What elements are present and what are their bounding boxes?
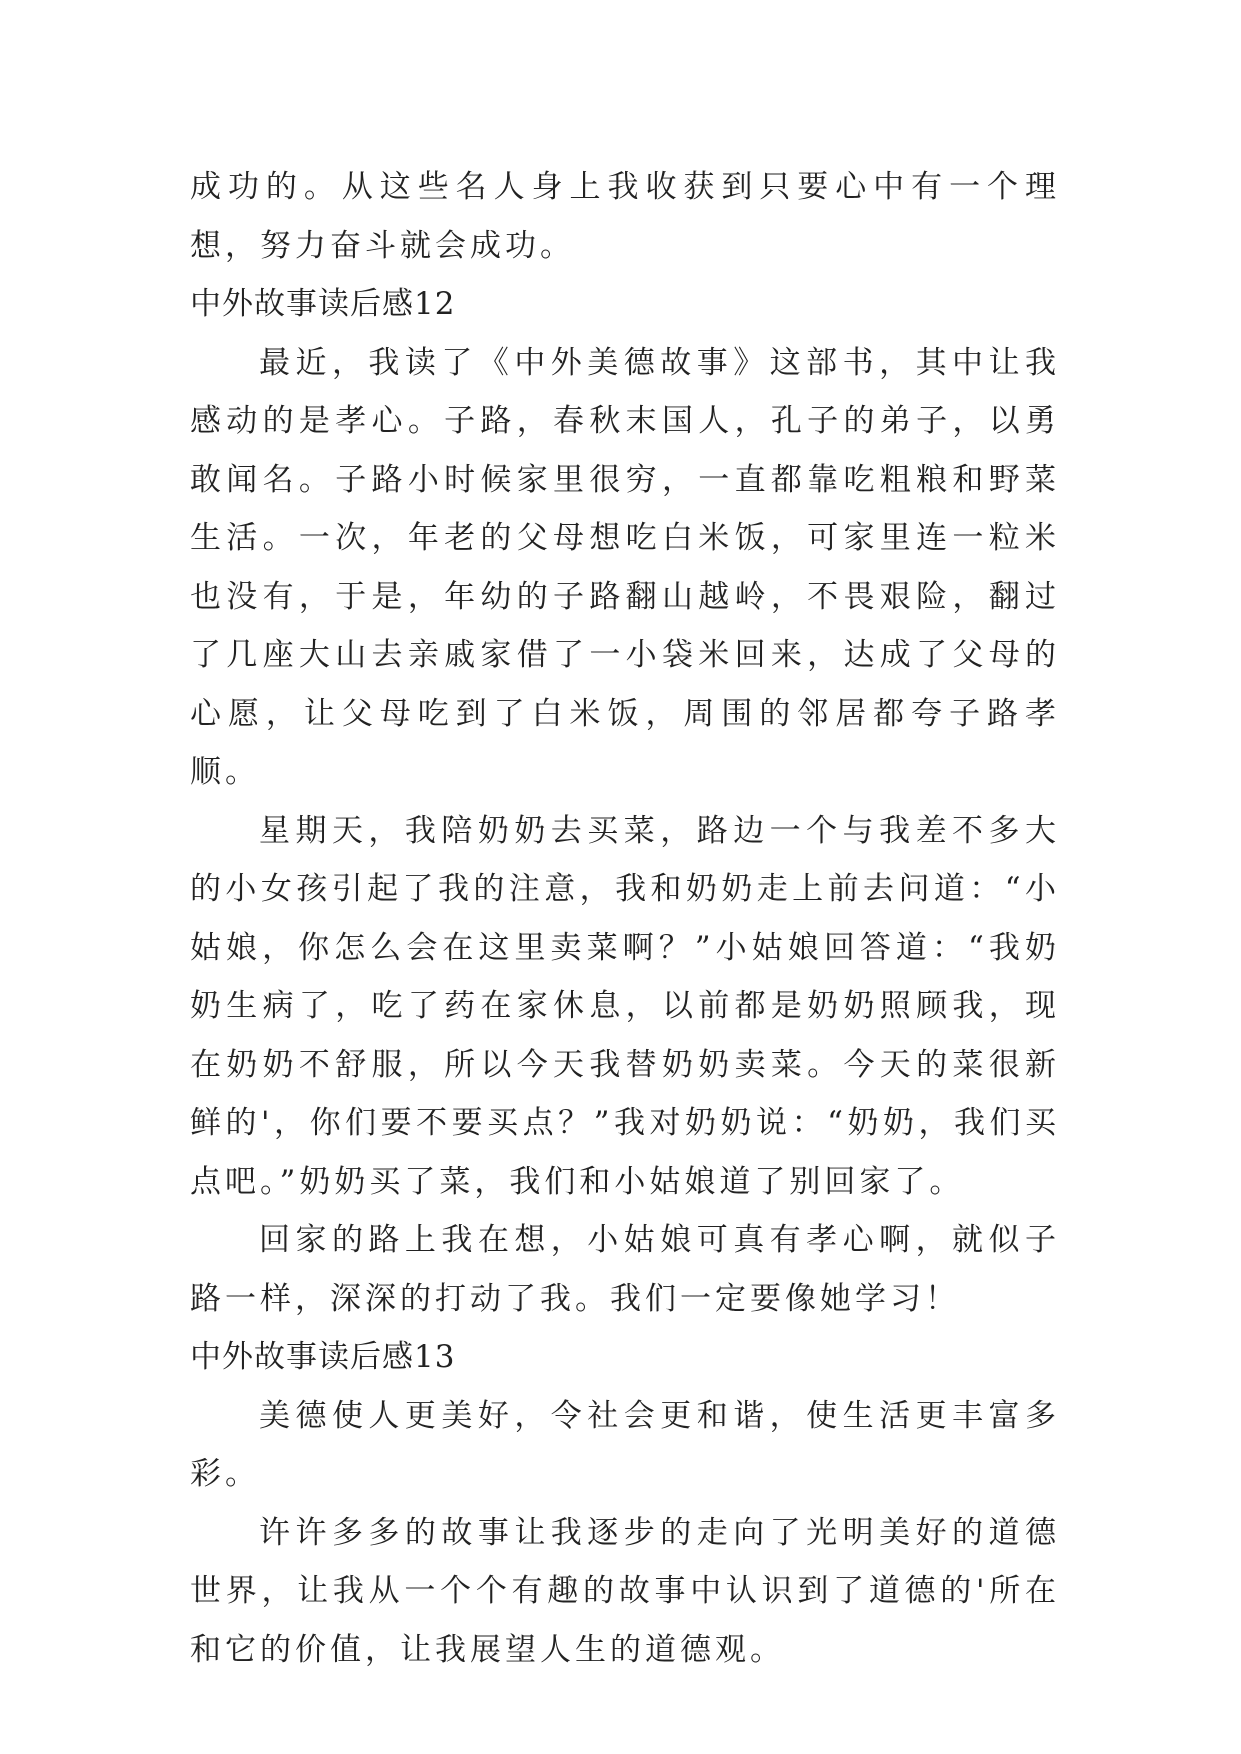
paragraph-continuation: 成功的。从这些名人身上我收获到只要心中有一个理想，努力奋斗就会成功。 xyxy=(190,169,1060,264)
document-body xyxy=(190,158,1060,1679)
section-heading-13: 中外故事读后感13 xyxy=(190,1339,456,1375)
section-heading-12: 中外故事读后感12 xyxy=(190,286,456,322)
paragraph-reflection: 回家的路上我在想，小姑娘可真有孝心啊，就似子路一样，深深的打动了我。我们一定要像她学习！ xyxy=(190,1222,1060,1317)
paragraph-story-zilu: 最近，我读了《中外美德故事》这部书，其中让我感动的是孝心。子路，春秋末国人，孔子的弟子，以勇敢闻名。子路小时候家里很穷，一直都靠吃粗粮和野菜生活。一次，年老的父母想吃白米饭，可家里连一粒米也没有，于是，年幼的子路翻山越岭，不畏艰险，翻过了几座大山去亲戚家借了一小袋米回来，达成了父母的心愿，让父母吃到了白米饭，周围的邻居都夸子路孝顺。 xyxy=(190,344,1060,790)
paragraph-sunday-market: 星期天，我陪奶奶去买菜，路边一个与我差不多大的小女孩引起了我的注意，我和奶奶走上前去问道：“小姑娘，你怎么会在这里卖菜啊？”小姑娘回答道：“我奶奶生病了，吃了药在家休息，以前都是奶奶照顾我，现在奶奶不舒服，所以今天我替奶奶卖菜。今天的菜很新鲜的'，你们要不要买点？”我对奶奶说：“奶奶，我们买点吧。”奶奶买了菜，我们和小姑娘道了别回家了。 xyxy=(190,812,1060,1200)
paragraph-virtue-world: 许许多多的故事让我逐步的走向了光明美好的道德世界，让我从一个个有趣的故事中认识到了道德的'所在和它的价值，让我展望人生的道德观。 xyxy=(190,1514,1060,1668)
paragraph-virtue-intro: 美德使人更美好，令社会更和谐，使生活更丰富多彩。 xyxy=(190,1397,1060,1492)
